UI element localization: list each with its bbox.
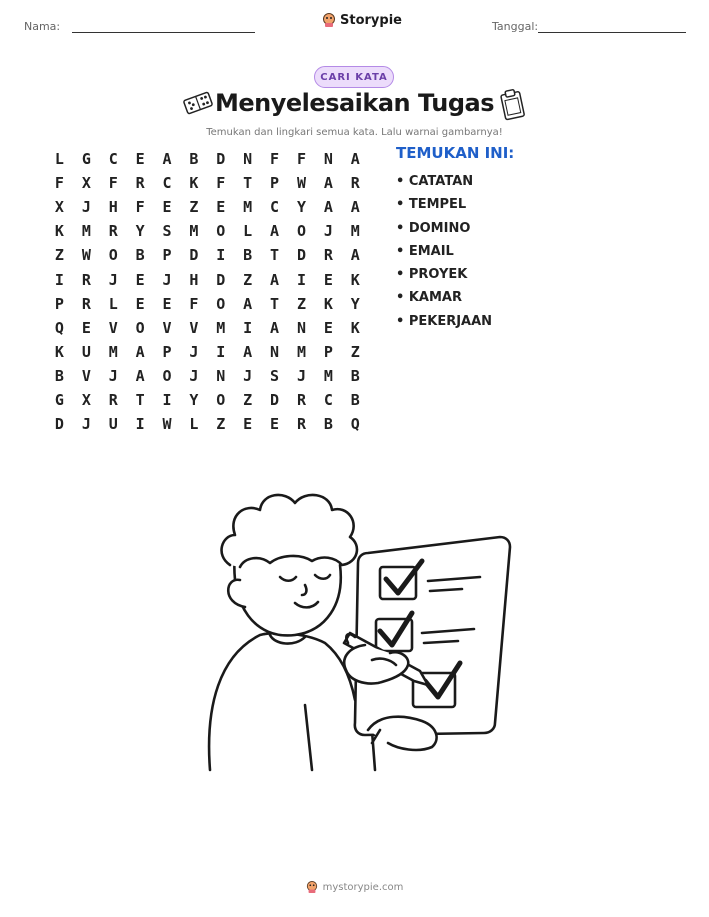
grid-cell[interactable]: A	[243, 342, 253, 361]
grid-cell[interactable]: Z	[243, 270, 253, 289]
grid-cell[interactable]: I	[296, 270, 306, 289]
grid-cell[interactable]: O	[216, 390, 226, 409]
grid-cell[interactable]: D	[270, 390, 280, 409]
grid-cell[interactable]: D	[189, 246, 199, 265]
grid-cell[interactable]: F	[216, 174, 226, 193]
storypie-logo-icon	[322, 12, 336, 28]
grid-cell[interactable]: E	[216, 198, 226, 217]
grid-cell[interactable]: B	[135, 246, 145, 265]
grid-cell[interactable]: X	[81, 174, 91, 193]
word-list-item: • PROYEK	[396, 267, 468, 283]
grid-cell[interactable]: T	[135, 390, 145, 409]
grid-cell[interactable]: F	[135, 198, 145, 217]
grid-cell[interactable]: C	[108, 150, 118, 169]
name-line[interactable]	[72, 32, 255, 33]
grid-cell[interactable]: A	[350, 246, 360, 265]
grid-cell[interactable]: V	[108, 318, 118, 337]
grid-cell[interactable]: W	[296, 174, 306, 193]
grid-cell[interactable]: S	[162, 222, 172, 241]
grid-cell[interactable]: B	[323, 415, 333, 434]
grid-cell[interactable]: X	[81, 390, 91, 409]
word-list	[396, 170, 492, 333]
grid-cell[interactable]: E	[243, 415, 253, 434]
page-title: Menyelesaikan Tugas	[215, 89, 494, 117]
grid-cell[interactable]: R	[108, 222, 118, 241]
date-label: Tanggal:	[492, 20, 539, 33]
grid-cell[interactable]: Z	[189, 198, 199, 217]
grid-cell[interactable]: A	[323, 198, 333, 217]
word-list-title: TEMUKAN INI:	[396, 144, 515, 162]
grid-cell[interactable]: L	[54, 150, 64, 169]
grid-cell[interactable]: T	[270, 294, 280, 313]
date-line[interactable]	[538, 32, 686, 33]
category-badge: CARI KATA	[314, 66, 394, 88]
grid-cell[interactable]: E	[81, 318, 91, 337]
grid-cell[interactable]: J	[162, 270, 172, 289]
word-list-item: • CATATAN	[396, 174, 474, 189]
grid-cell[interactable]: J	[108, 366, 118, 385]
grid-cell[interactable]: Z	[243, 390, 253, 409]
name-label: Nama:	[24, 20, 61, 33]
word-list-item: • EMAIL	[396, 243, 454, 259]
grid-cell[interactable]: O	[135, 318, 145, 337]
grid-cell[interactable]: C	[162, 174, 172, 193]
word-list-item: • PEKERJAAN	[396, 313, 493, 329]
footer	[0, 880, 709, 894]
grid-cell[interactable]: C	[270, 198, 280, 217]
grid-cell[interactable]: A	[135, 342, 145, 361]
grid-cell[interactable]: Z	[350, 342, 360, 361]
grid-cell[interactable]: K	[54, 222, 64, 241]
grid-cell[interactable]: N	[270, 342, 280, 361]
grid-cell[interactable]: Y	[189, 390, 199, 409]
grid-cell[interactable]: J	[243, 366, 253, 385]
grid-cell[interactable]: B	[350, 390, 360, 409]
grid-cell[interactable]: F	[54, 174, 64, 193]
grid-cell[interactable]: H	[108, 198, 118, 217]
grid-cell[interactable]: N	[243, 150, 253, 169]
grid-cell[interactable]: O	[216, 222, 226, 241]
grid-cell[interactable]: S	[270, 366, 280, 385]
word-list-item: • KAMAR	[396, 290, 462, 306]
grid-cell[interactable]: B	[189, 150, 199, 169]
grid-cell[interactable]: A	[323, 174, 333, 193]
grid-cell[interactable]: R	[81, 270, 91, 289]
grid-cell[interactable]: N	[296, 318, 306, 337]
grid-cell[interactable]: C	[323, 390, 333, 409]
grid-cell[interactable]: V	[81, 366, 91, 385]
boy-checklist-illustration	[200, 485, 520, 785]
grid-cell[interactable]: O	[296, 222, 306, 241]
grid-cell[interactable]: M	[81, 222, 91, 241]
grid-cell[interactable]: H	[189, 270, 199, 289]
grid-cell[interactable]: L	[189, 415, 199, 434]
word-list-item: • TEMPEL	[396, 197, 467, 213]
grid-cell[interactable]: A	[350, 198, 360, 217]
grid-cell[interactable]: K	[189, 174, 199, 193]
grid-cell[interactable]: M	[189, 222, 199, 241]
grid-cell[interactable]: E	[162, 294, 172, 313]
grid-cell[interactable]: M	[296, 342, 306, 361]
grid-cell[interactable]: A	[270, 318, 280, 337]
grid-cell[interactable]: K	[323, 294, 333, 313]
grid-cell[interactable]: A	[270, 270, 280, 289]
grid-cell[interactable]: D	[216, 270, 226, 289]
grid-cell[interactable]: P	[162, 342, 172, 361]
grid-cell[interactable]: Q	[54, 318, 64, 337]
grid-cell[interactable]: D	[216, 150, 226, 169]
grid-cell[interactable]: D	[296, 246, 306, 265]
grid-cell[interactable]: L	[108, 294, 118, 313]
clipboard-icon	[498, 88, 528, 122]
grid-cell[interactable]: M	[108, 342, 118, 361]
grid-cell[interactable]: K	[350, 270, 360, 289]
grid-cell[interactable]: B	[350, 366, 360, 385]
grid-cell[interactable]: Q	[350, 415, 360, 434]
grid-cell[interactable]: A	[162, 150, 172, 169]
grid-cell[interactable]: X	[54, 198, 64, 217]
grid-cell[interactable]: Z	[296, 294, 306, 313]
grid-cell[interactable]: A	[135, 366, 145, 385]
grid-cell[interactable]: F	[270, 150, 280, 169]
grid-cell[interactable]: I	[216, 342, 226, 361]
grid-cell[interactable]: J	[296, 366, 306, 385]
grid-cell[interactable]: E	[323, 318, 333, 337]
grid-cell[interactable]: R	[350, 174, 360, 193]
word-list-item: • DOMINO	[396, 220, 471, 236]
grid-cell[interactable]: I	[54, 270, 64, 289]
grid-cell[interactable]: G	[81, 150, 91, 169]
grid-cell[interactable]: O	[216, 294, 226, 313]
grid-cell[interactable]: P	[162, 246, 172, 265]
grid-cell[interactable]: R	[108, 390, 118, 409]
grid-cell[interactable]: I	[216, 246, 226, 265]
grid-cell[interactable]: J	[189, 366, 199, 385]
grid-cell[interactable]: L	[243, 222, 253, 241]
grid-cell[interactable]: F	[108, 174, 118, 193]
grid-cell[interactable]: B	[243, 246, 253, 265]
footer-url[interactable]: mystorypie.com	[322, 881, 404, 893]
grid-cell[interactable]: P	[54, 294, 64, 313]
grid-cell[interactable]: T	[270, 246, 280, 265]
grid-cell[interactable]: E	[323, 270, 333, 289]
grid-cell[interactable]: D	[54, 415, 64, 434]
grid-cell[interactable]: M	[323, 366, 333, 385]
grid-cell[interactable]: E	[162, 198, 172, 217]
grid-cell[interactable]: R	[323, 246, 333, 265]
grid-cell[interactable]: V	[162, 318, 172, 337]
grid-cell[interactable]: J	[108, 270, 118, 289]
grid-cell[interactable]: R	[81, 294, 91, 313]
grid-cell[interactable]: A	[270, 222, 280, 241]
grid-cell[interactable]: N	[216, 366, 226, 385]
grid-cell[interactable]: J	[81, 198, 91, 217]
grid-cell[interactable]: P	[270, 174, 280, 193]
grid-cell[interactable]: B	[54, 366, 64, 385]
grid-cell[interactable]: T	[243, 174, 253, 193]
grid-cell[interactable]: V	[189, 318, 199, 337]
grid-cell[interactable]: Z	[216, 415, 226, 434]
grid-cell[interactable]: K	[54, 342, 64, 361]
grid-cell[interactable]: U	[108, 415, 118, 434]
grid-cell[interactable]: W	[81, 246, 91, 265]
grid-cell[interactable]: J	[189, 342, 199, 361]
storypie-logo-icon	[306, 880, 318, 894]
grid-cell[interactable]: R	[296, 415, 306, 434]
grid-cell[interactable]: G	[54, 390, 64, 409]
grid-cell[interactable]: K	[350, 318, 360, 337]
instructions: Temukan dan lingkari semua kata. Lalu warnai gambarnya!	[206, 127, 503, 138]
grid-cell[interactable]: J	[323, 222, 333, 241]
grid-cell[interactable]: E	[135, 294, 145, 313]
brand-name: Storypie	[340, 12, 402, 28]
grid-cell[interactable]: Z	[54, 246, 64, 265]
grid-cell[interactable]: E	[135, 150, 145, 169]
grid-cell[interactable]: Y	[350, 294, 360, 313]
grid-cell[interactable]: A	[350, 150, 360, 169]
grid-cell[interactable]: E	[270, 415, 280, 434]
grid-cell[interactable]: R	[135, 174, 145, 193]
grid-cell[interactable]: I	[162, 390, 172, 409]
grid-cell[interactable]: F	[296, 150, 306, 169]
grid-cell[interactable]: F	[189, 294, 199, 313]
grid-cell[interactable]: E	[135, 270, 145, 289]
grid-cell[interactable]: Y	[135, 222, 145, 241]
grid-cell[interactable]: I	[243, 318, 253, 337]
grid-cell[interactable]: O	[162, 366, 172, 385]
grid-cell[interactable]: R	[296, 390, 306, 409]
grid-cell[interactable]: Y	[296, 198, 306, 217]
grid-cell[interactable]: J	[81, 415, 91, 434]
brand	[322, 12, 402, 28]
grid-cell[interactable]: U	[81, 342, 91, 361]
grid-cell[interactable]: P	[323, 342, 333, 361]
grid-cell[interactable]: M	[243, 198, 253, 217]
grid-cell[interactable]: A	[243, 294, 253, 313]
grid-cell[interactable]: M	[216, 318, 226, 337]
word-search-grid[interactable]	[46, 147, 369, 436]
grid-cell[interactable]: I	[135, 415, 145, 434]
grid-cell[interactable]: M	[350, 222, 360, 241]
grid-cell[interactable]: O	[108, 246, 118, 265]
grid-cell[interactable]: W	[162, 415, 172, 434]
grid-cell[interactable]: N	[323, 150, 333, 169]
